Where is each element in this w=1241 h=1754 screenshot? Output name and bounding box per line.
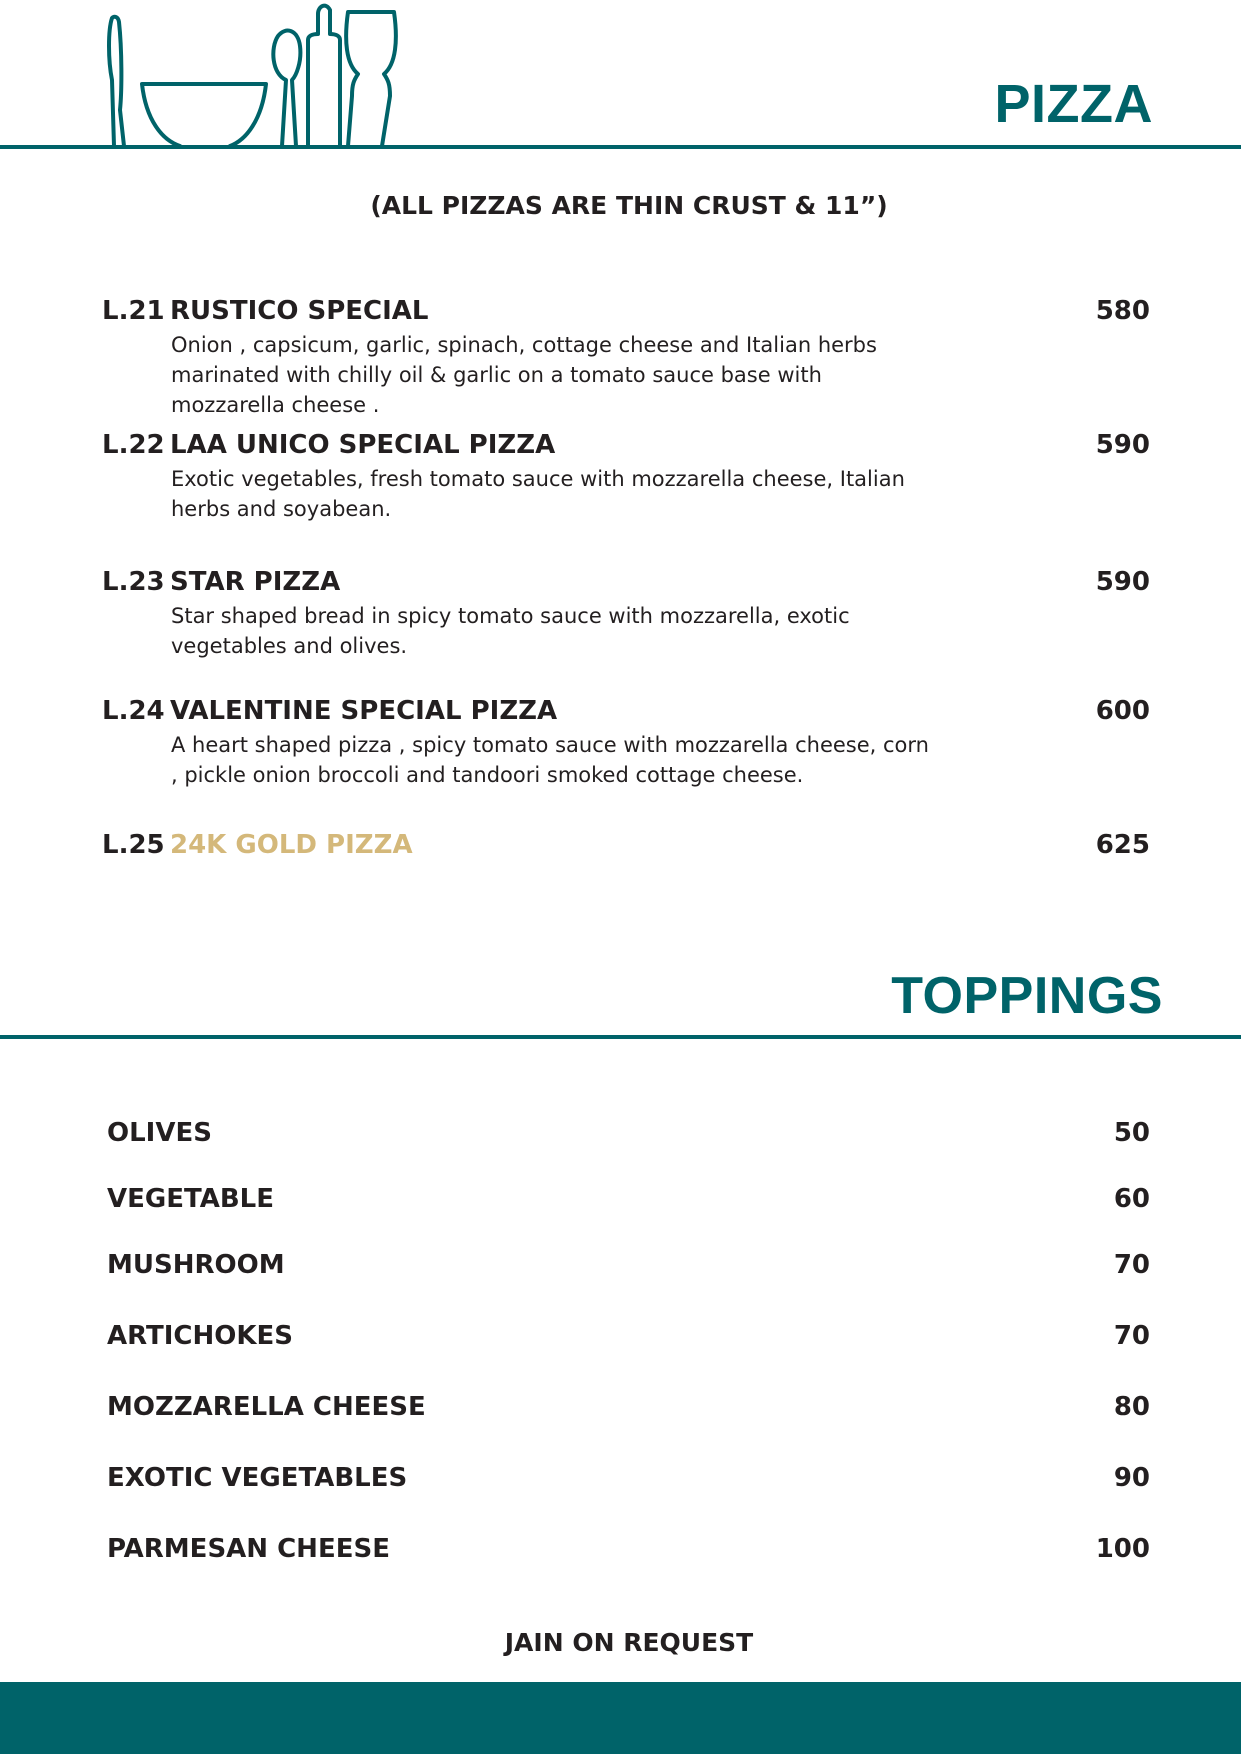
topping-name: MOZZARELLA CHEESE	[107, 1392, 426, 1422]
topping-name: MUSHROOM	[107, 1250, 285, 1280]
item-description: Exotic vegetables, fresh tomato sauce with mozzarella cheese, Italian herbs and soyabean.	[171, 467, 905, 521]
header-divider	[0, 145, 1241, 149]
topping-name: VEGETABLE	[107, 1184, 274, 1214]
toppings-title: TOPPINGS	[891, 967, 1163, 1025]
item-code: L.25	[102, 830, 165, 860]
page-title: PIZZA	[994, 74, 1153, 134]
item-code: L.21	[102, 296, 165, 326]
item-description: Onion , capsicum, garlic, spinach, cottage cheese and Italian herbs marinated with chilly oil & garlic on a tomato sauce base with mozzarella cheese .	[171, 333, 877, 417]
footer-band	[0, 1682, 1241, 1754]
item-name: LAA UNICO SPECIAL PIZZA	[170, 430, 556, 460]
item-name: 24K GOLD PIZZA	[170, 830, 413, 860]
item-price: 580	[1095, 296, 1150, 326]
topping-name: PARMESAN CHEESE	[107, 1534, 390, 1564]
item-description: Star shaped bread in spicy tomato sauce with mozzarella, exotic vegetables and olives.	[171, 604, 850, 658]
topping-price: 70	[1113, 1250, 1150, 1280]
item-name: RUSTICO SPECIAL	[170, 296, 429, 326]
topping-name: OLIVES	[107, 1118, 212, 1148]
topping-price: 80	[1113, 1392, 1150, 1422]
topping-price: 60	[1113, 1184, 1150, 1214]
topping-price: 100	[1095, 1534, 1150, 1564]
item-price: 590	[1095, 430, 1150, 460]
topping-name: EXOTIC VEGETABLES	[107, 1463, 408, 1493]
pizza-subtitle: (ALL PIZZAS ARE THIN CRUST & 11”)	[370, 191, 888, 220]
item-code: L.22	[102, 430, 165, 460]
item-description: A heart shaped pizza , spicy tomato sauce with mozzarella cheese, corn , pickle onion broccoli and tandoori smoked cottage cheese.	[171, 733, 929, 787]
item-price: 590	[1095, 567, 1150, 597]
item-price: 625	[1095, 830, 1150, 860]
item-code: L.24	[102, 696, 165, 726]
item-name: STAR PIZZA	[170, 567, 341, 597]
item-price: 600	[1095, 696, 1150, 726]
topping-price: 70	[1113, 1321, 1150, 1351]
topping-price: 50	[1113, 1118, 1150, 1148]
toppings-divider	[0, 1035, 1241, 1039]
topping-name: ARTICHOKES	[107, 1321, 293, 1351]
utensils-icon	[100, 0, 410, 148]
footer-note: JAIN ON REQUEST	[504, 1628, 754, 1657]
item-code: L.23	[102, 567, 165, 597]
topping-price: 90	[1113, 1463, 1150, 1493]
item-name: VALENTINE SPECIAL PIZZA	[170, 696, 558, 726]
